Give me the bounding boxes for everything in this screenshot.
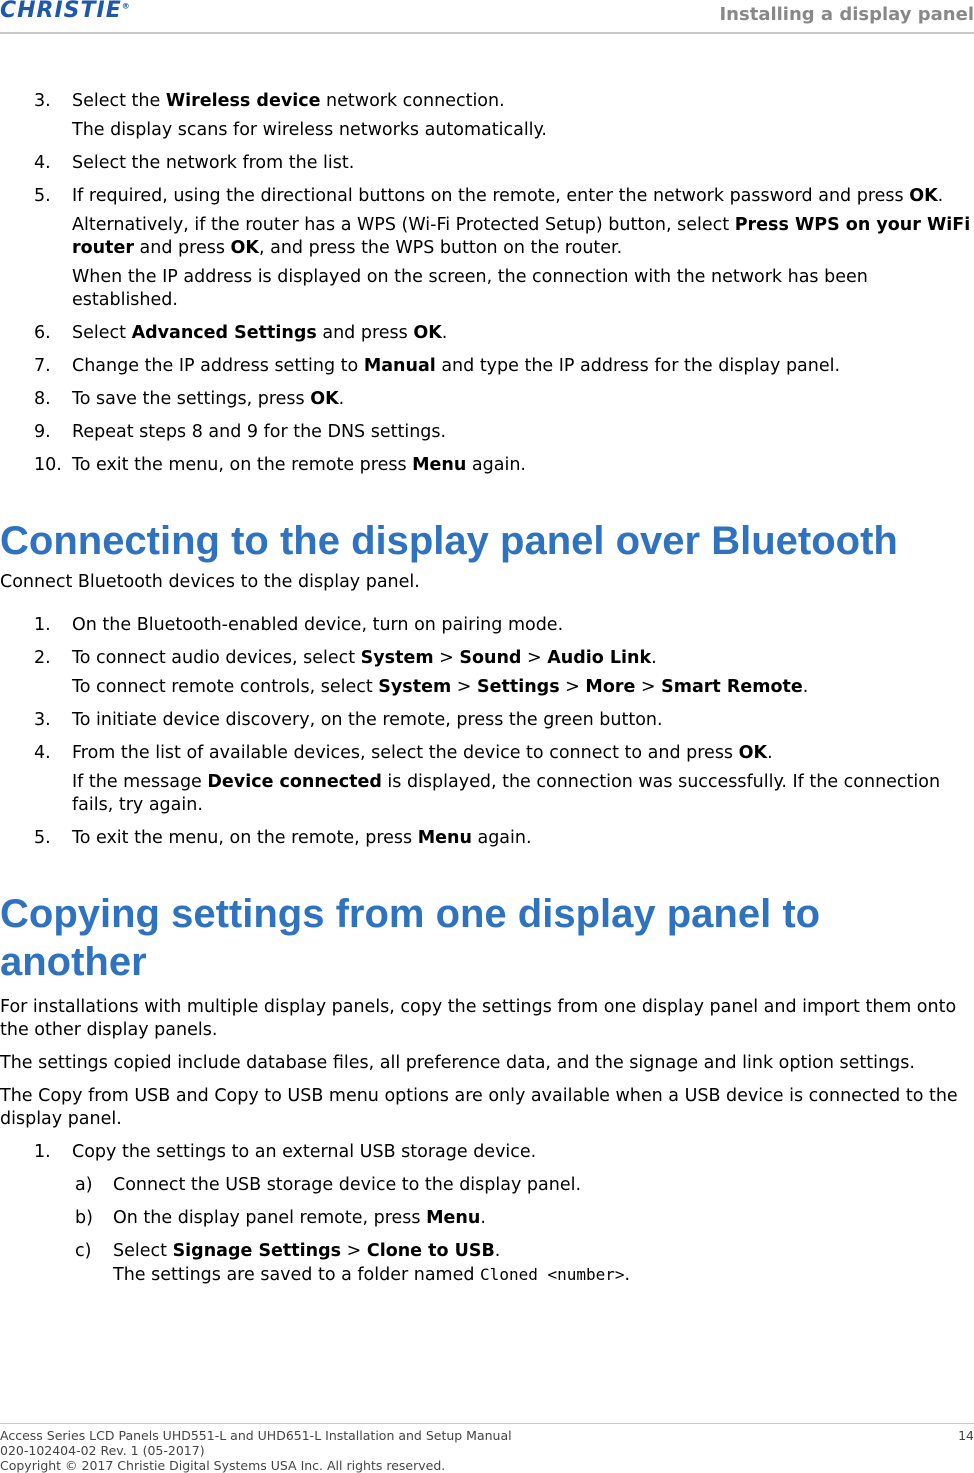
step-10: 10. To exit the menu, on the remote press Menu again. [34,455,526,475]
step-4: 4. Select the network from the list. [34,153,355,173]
copy-substep-b: b) On the display panel remote, press Menu. [75,1208,486,1228]
bluetooth-steps [0,614,974,850]
step-5: 5. If required, using the directional buttons on the remote, enter the network password and press OK. Alternatively, if the router has a WPS (Wi-Fi Protected Setup) button, select Press WPS on your WiFi router and press OK, and press the WPS button on the router. When the IP address is displayed on the screen, the connection with the network has been established. [0,185,974,312]
bt-step-2: 2. To connect audio devices, select System > Sound > Audio Link. To connect remote controls, select System > Settings > More > Smart Remote. [0,647,974,699]
bluetooth-intro: Connect Bluetooth devices to the display panel. [0,572,420,592]
copying-para-1: For installations with multiple display panels, copy the settings from one display panel and import them onto the other display panels. [0,997,957,1040]
step-note: The settings are saved to a folder named Cloned <number>. [113,1265,631,1285]
step-9: 9. Repeat steps 8 and 9 for the DNS settings. [34,422,447,442]
copy-step-1: 1. Copy the settings to an external USB storage device. [34,1142,537,1162]
main-content [0,90,974,1297]
step-note: When the IP address is displayed on the screen, the connection with the network has been established. [72,267,868,310]
copying-steps [0,1141,974,1164]
page-footer [0,1423,974,1473]
footer-copyright: Copyright © 2017 Christie Digital Systems USA Inc. All rights reserved. [0,1458,446,1473]
copying-para-2: The settings copied include database files, all preference data, and the signage and link option settings. [0,1053,915,1073]
copy-substep-a: a) Connect the USB storage device to the display panel. [75,1175,582,1195]
section-title: Installing a display panel [719,4,974,25]
footer-revision: 020-102404-02 Rev. 1 (05-2017) [0,1443,205,1458]
christie-logo: CHRISTIE® [0,0,131,23]
bt-step-4: 4. From the list of available devices, select the device to connect to and press OK. If the message Device connected is displayed, the connection was successfully. If the connection fails, try again. [0,742,974,817]
copying-substeps [0,1174,974,1287]
step-3: 3. Select the Wireless device network connection. The display scans for wireless networks automatically. [0,90,974,142]
bt-step-5: 5. To exit the menu, on the remote, press Menu again. [34,828,532,848]
step-alt: Alternatively, if the router has a WPS (Wi-Fi Protected Setup) button, select Press WPS on your WiFi router and press OK, and press the WPS button on the router. [72,215,971,258]
copy-substep-c: c) Select Signage Settings > Clone to USB. The settings are saved to a folder named Cloned <number>. [0,1240,974,1287]
copying-para-3: The Copy from USB and Copy to USB menu options are only available when a USB device is connected to the display panel. [0,1086,958,1129]
step-6: 6. Select Advanced Settings and press OK. [34,323,448,343]
step-7: 7. Change the IP address setting to Manual and type the IP address for the display panel. [34,356,841,376]
bt-step-3: 3. To initiate device discovery, on the remote, press the green button. [34,710,663,730]
step-8: 8. To save the settings, press OK. [34,389,345,409]
page-header [0,0,974,34]
page-number: 14 [958,1428,974,1443]
footer-manual-title: Access Series LCD Panels UHD551-L and UHD651-L Installation and Setup Manual [0,1428,512,1443]
bluetooth-heading: Connecting to the display panel over Bluetooth [0,519,898,563]
copying-heading: Copying settings from one display panel to another [0,892,821,984]
bt-step-1: 1. On the Bluetooth-enabled device, turn on pairing mode. [34,615,564,635]
wireless-steps [0,90,974,477]
step-note: If the message Device connected is displayed, the connection was successfully. If the connection fails, try again. [72,772,941,815]
step-note: The display scans for wireless networks automatically. [72,120,547,140]
step-note: To connect remote controls, select System > Settings > More > Smart Remote. [72,677,809,697]
